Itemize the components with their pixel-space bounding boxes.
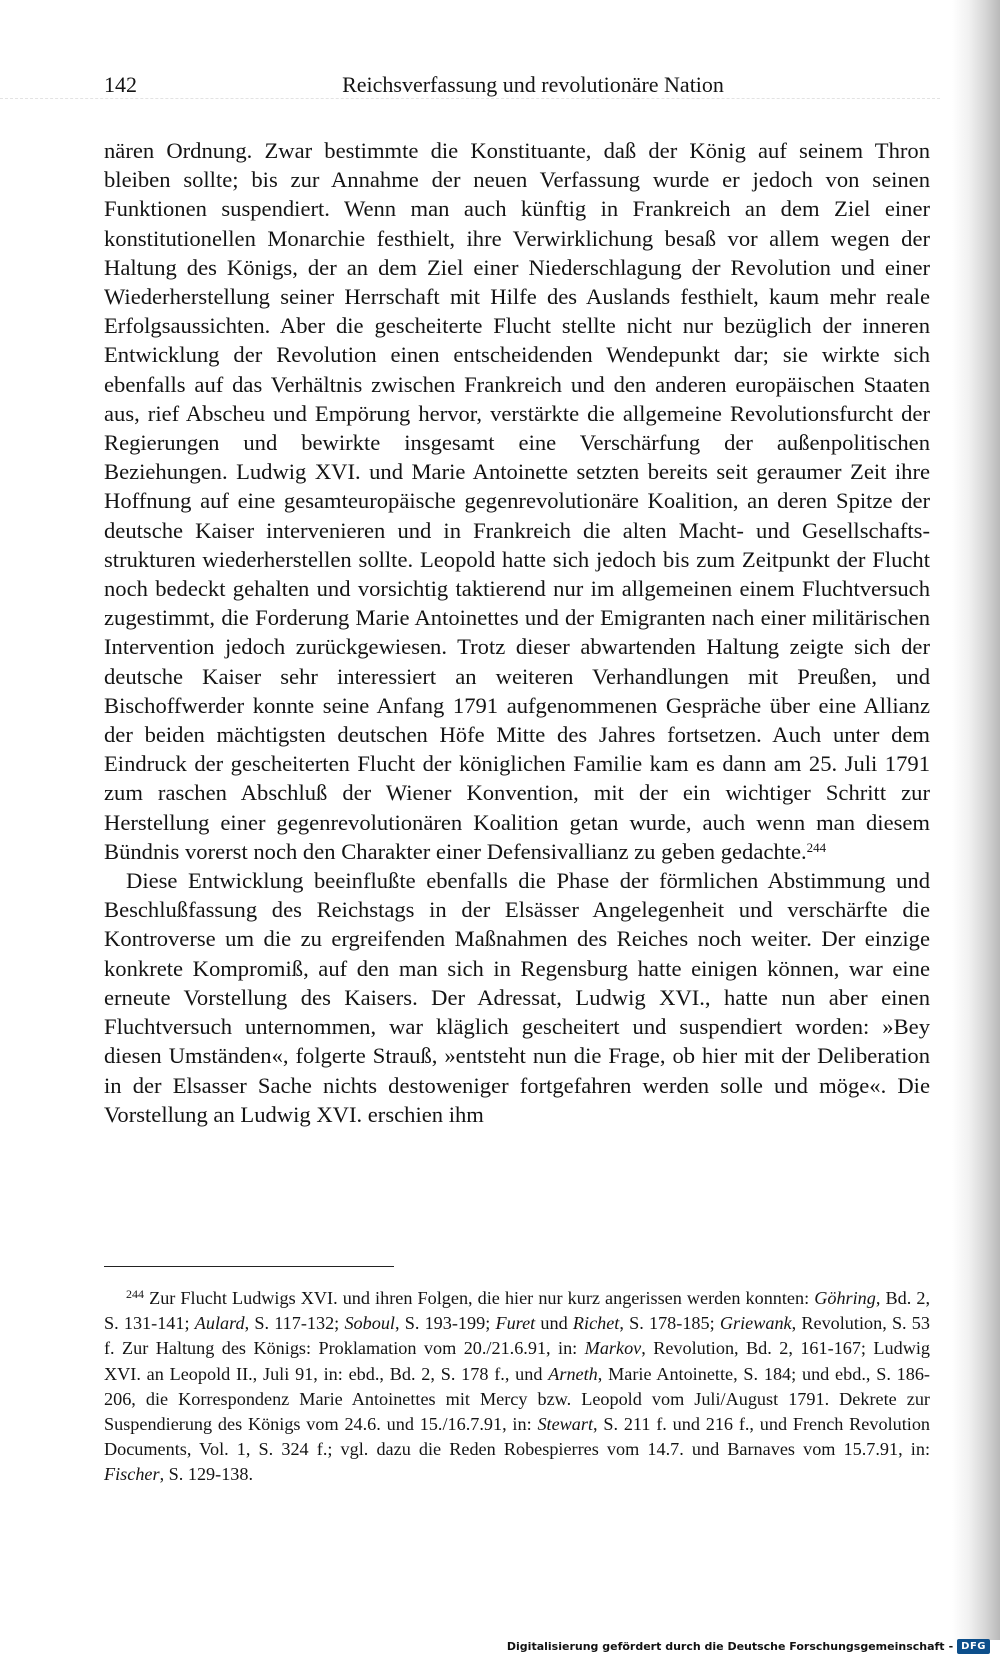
- footnote-244: [104, 1286, 930, 1488]
- dfg-logo: DFG: [957, 1639, 990, 1654]
- footnote-author: Aulard: [194, 1313, 245, 1334]
- footnote-segment: , Marie Antoinette, S. 184; und ebd., S. 186-206, die Korrespondenz Marie Antoinettes mit Mercy bzw. Leopold vom Juli/August 1791. Dekrete zur Suspendierung des Königs vom 24.6. und 15./16.7.91, in:: [104, 1363, 930, 1435]
- footnote-segment: , S. 117-132;: [244, 1313, 345, 1334]
- footnote-text: [104, 1286, 930, 1488]
- footnote-ref-244[interactable]: 244: [806, 839, 827, 855]
- digitization-credit: Digitalisierung gefördert durch die Deutsche Forschungsgemeinschaft: [506, 1639, 945, 1653]
- footnote-segment: , Revolution, S. 53 f. Zur Haltung des Königs: Proklamation vom 20./21.6.91, in:: [104, 1313, 930, 1359]
- running-title: Reichsverfassung und revolutionäre Nation: [342, 72, 724, 97]
- footnote-body: [104, 1288, 930, 1484]
- footnote-segment: Zur Flucht Ludwigs XVI. und ihren Folgen, die hier nur kurz angerissen werden konnten:: [149, 1288, 815, 1308]
- footnote-author: Furet: [495, 1313, 536, 1334]
- digitization-footer: [507, 1635, 990, 1657]
- footnote-segment: , S. 178-185;: [619, 1313, 720, 1334]
- footnote-segment: , S. 193-199;: [394, 1313, 496, 1334]
- footer-separator: -: [948, 1639, 954, 1653]
- footnote-segment: und: [535, 1313, 573, 1334]
- footnote-segment: , Bd. 2, S. 131-141;: [104, 1288, 930, 1334]
- scan-page-edge: [952, 0, 1000, 1640]
- footnote-author: Arneth: [548, 1363, 598, 1384]
- footnote-author: Markov: [584, 1338, 642, 1359]
- paragraph-2: Diese Entwicklung beeinflußte ebenfalls die Phase der förmlichen Abstimmung und Beschlußfassung des Reichstags in der Elsässer Angelegenheit und verschärfte die Kontroverse um die zu ergreifenden Maßnahmen des Reiches noch weiter. Der einzige konkrete Kompromiß, auf den man sich in Regensburg hatte einigen können, war eine erneute Vorstellung des Kaisers. Der Adressat, Ludwig XVI., hatte nun aber einen Fluchtversuch unternommen, war kläglich gescheitert und suspendiert worden: »Bey diesen Umständen«, folgerte Strauß, »entsteht nun die Frage, ob hier mit der Deliberation in der Elsasser Sache nichts destoweniger fortgefahren werden solle und möge«. Die Vorstellung an Ludwig XVI. erschien ihm: [104, 868, 930, 1127]
- footnote-author: Soboul: [344, 1313, 395, 1334]
- paragraph-1: [104, 136, 930, 866]
- footnote-segment: , S. 129-138.: [159, 1464, 254, 1485]
- footnote-author: Fischer: [104, 1464, 160, 1485]
- footnote-divider: [104, 1266, 394, 1267]
- footnote-author: Göhring: [814, 1288, 876, 1308]
- footnote-number: 244: [126, 1287, 144, 1301]
- footnote-author: Stewart: [537, 1414, 594, 1435]
- page-number: 142: [104, 72, 137, 97]
- footnote-author: Griewank: [719, 1313, 792, 1334]
- page-header: [104, 72, 930, 112]
- footnote-segment: , Revolution, Bd. 2, 161-167; Ludwig XVI. an Leopold II., Juli 91, in: ebd., Bd. 2, S. 178 f., und: [104, 1338, 931, 1384]
- footnote-segment: , S. 211 f. und 216 f., und French Revolution Documents, Vol. 1, S. 324 f.; vgl. dazu die Reden Robespierres vom 14.7. und Barnaves vom 15.7.91, in:: [104, 1414, 931, 1460]
- paragraph-1-text: nären Ordnung. Zwar bestimmte die Konstituante, daß der König auf seinem Thron bleiben sollte; bis zur Annahme der neuen Verfassung wurde er jedoch von seinen Funktionen suspendiert. Wenn man auch künftig in Frankreich an dem Ziel einer konstitutionellen Monarchie festhielt, ihre Verwirklichung besaß vor allem wegen der Haltung des Königs, der an dem Ziel einer Niederschlagung der Revolution und einer Wiederherstellung seiner Herrschaft mit Hilfe des Auslands festhielt, kaum mehr reale Erfolgsaussichten. Aber die gescheiterte Flucht stellte nicht nur bezüglich der inneren Entwicklung der Revolution einen entscheidenden Wendepunkt dar; sie wirkte sich ebenfalls auf das Verhältnis zwischen Frankreich und den anderen europäischen Staaten aus, rief Abscheu und Empörung hervor, verstärkte die allgemeine Revolutionsfurcht der Regierungen und bewirkte insgesamt eine Verschärfung der außenpolitischen Beziehungen. Ludwig XVI. und Marie Antoinette setzten bereits seit geraumer Zeit ihre Hoffnung auf eine gesamteuropäische gegenrevolutionäre Koalition, an deren Spitze der deutsche Kaiser intervenieren und in Frankreich die alten Macht- und Gesellschaftsstrukturen wiederherstellen sollte. Leopold hatte sich jedoch bis zum Zeitpunkt der Flucht noch bedeckt gehalten und vorsichtig taktierend nur im allgemeinen einem Fluchtversuch zugestimmt, die Forderung Marie Antoinettes und der Emigranten nach einer militärischen Intervention jedoch zurückgewiesen. Trotz dieser abwartenden Haltung zeigte sich der deutsche Kaiser sehr interessiert an weiteren Verhandlungen mit Preußen, und Bischoffwerder konnte seine Anfang 1791 aufgenommenen Gespräche über eine Allianz der beiden mächtigsten deutschen Höfe Mitte des Jahres fortsetzen. Auch unter dem Eindruck der gescheiterten Flucht der königlichen Familie kam es dann am 25. Juli 1791 zum raschen Abschluß der Wiener Konvention, mit der ein wichtiger Schritt zur Herstellung einer gegenrevolutionären Koalition getan wurde, auch wenn man diesem Bündnis vorerst noch den Charakter einer Defensivallianz zu geben gedachte.: [104, 138, 930, 864]
- footnote-author: Richet: [572, 1313, 620, 1334]
- main-text: [104, 136, 930, 1129]
